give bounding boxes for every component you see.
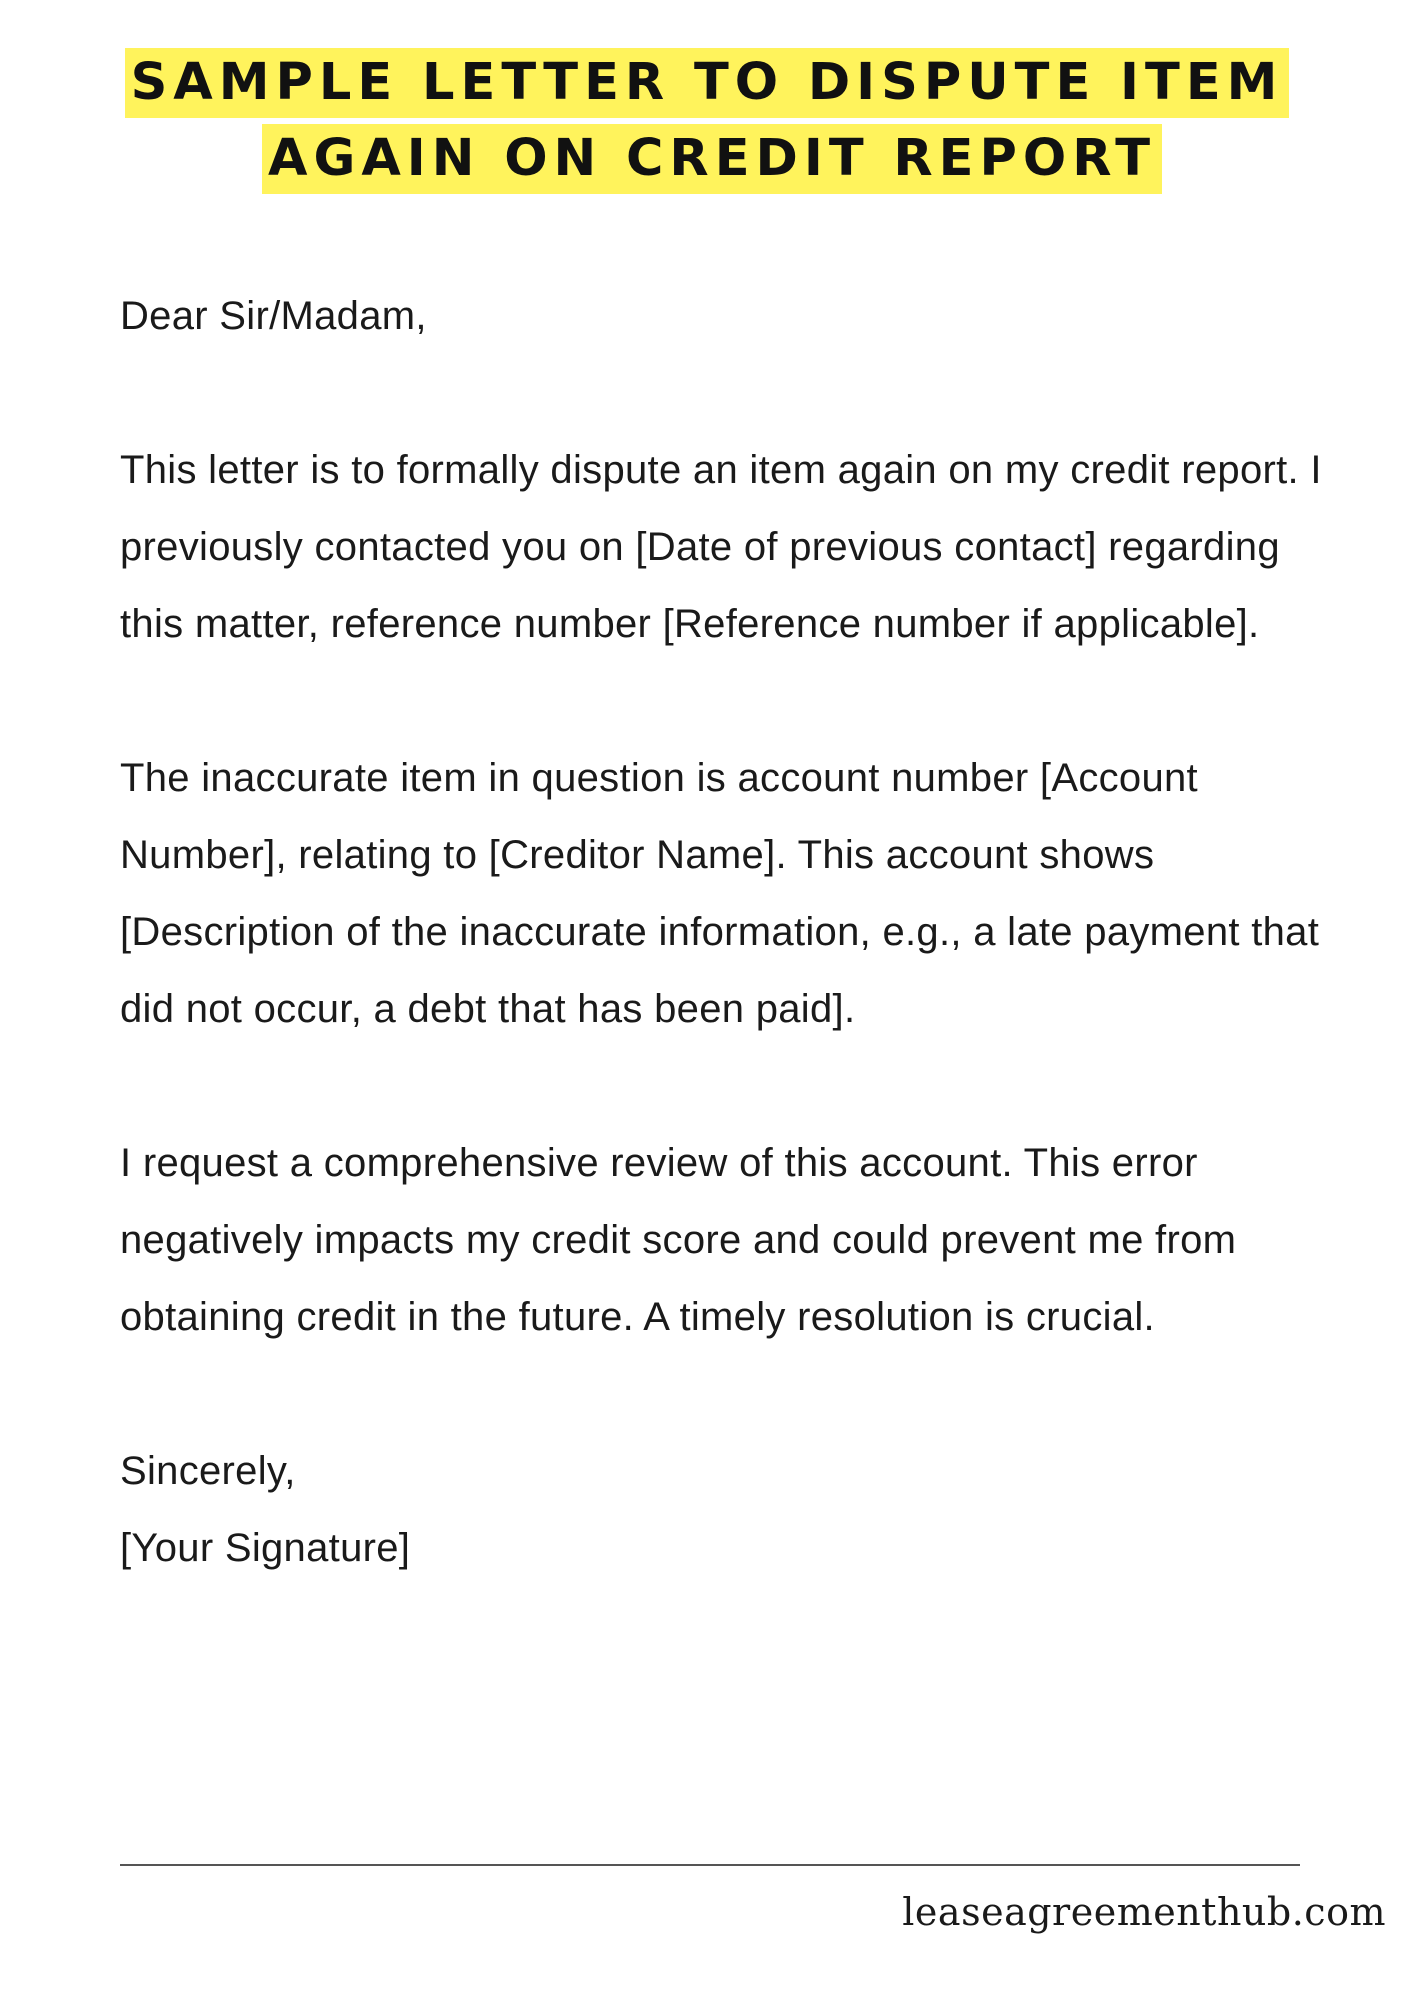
document-title — [0, 48, 1414, 194]
footer-site-url: leaseagreementhub.com — [902, 1890, 1386, 1934]
title-line-2: AGAIN ON CREDIT REPORT — [262, 124, 1162, 194]
paragraph-2: The inaccurate item in question is account number [Account Number], relating to [Creditor Name]. This account shows [Description of the inaccurate information, e.g., a late payment that did not occur, a debt that has been paid]. — [120, 756, 1320, 1031]
signature-placeholder: [Your Signature] — [120, 1526, 411, 1570]
closing: Sincerely, — [120, 1449, 296, 1493]
paragraph-3: I request a comprehensive review of this account. This error negatively impacts my credit score and could prevent me from obtaining credit in the future. A timely resolution is crucial. — [120, 1141, 1237, 1339]
title-line-1: SAMPLE LETTER TO DISPUTE ITEM — [125, 48, 1290, 118]
letter-body — [120, 278, 1340, 1587]
salutation: Dear Sir/Madam, — [120, 294, 427, 338]
paragraph-1: This letter is to formally dispute an item again on my credit report. I previously contacted you on [Date of previous contact] regarding this matter, reference number [Reference number if applicable]. — [120, 448, 1322, 646]
footer-divider — [120, 1864, 1300, 1866]
